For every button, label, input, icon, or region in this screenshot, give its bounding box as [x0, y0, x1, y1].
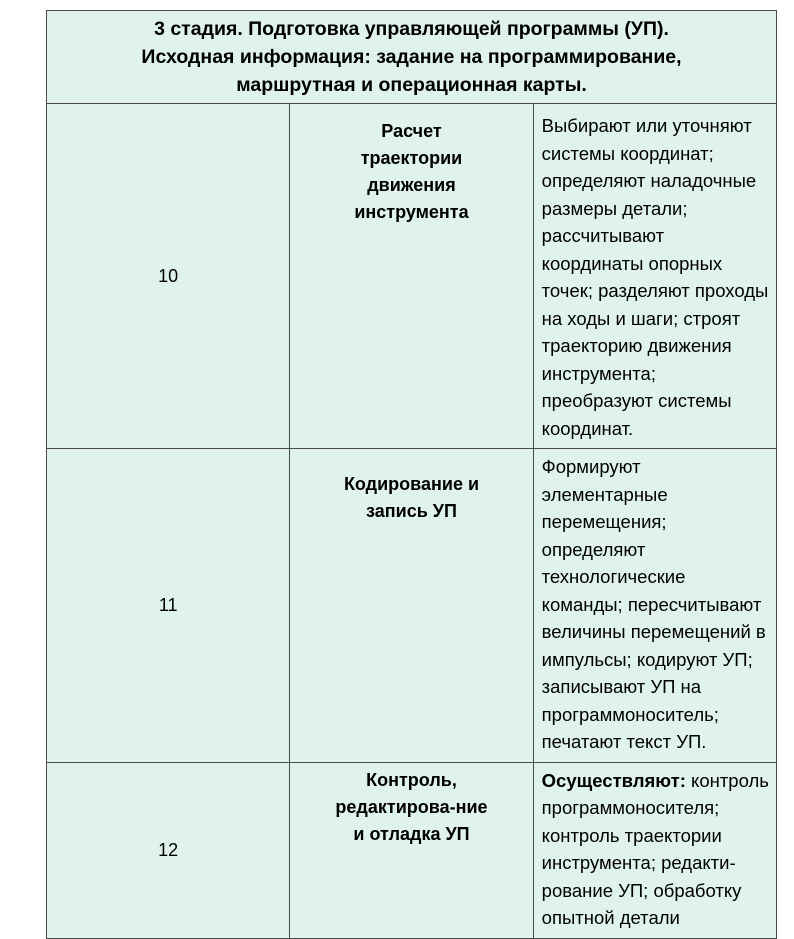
row-title-text: Кодирование и запись УП	[343, 474, 480, 521]
table-header-row	[47, 11, 777, 104]
stage-table	[46, 10, 777, 939]
row-title-text: Расчет траектории движения инструмента	[354, 121, 469, 222]
table-row	[47, 104, 777, 449]
header-line-1: 3 стадия. Подготовка управляющей программы (УП).	[154, 18, 669, 40]
row-description	[533, 104, 776, 449]
row-description-text: Формируют элементарные перемещения; определяют технологические команды; пересчитывают величины перемещений в импульсы; кодируют УП; записывают УП на программоноситель; печатают текст УП.	[541, 456, 766, 752]
row-description	[533, 762, 776, 938]
row-title	[290, 762, 533, 938]
row-number: 10	[47, 104, 290, 449]
row-description-text: Выбирают или уточняют системы координат; определяют наладочные размеры детали; рассчитывают координаты опорных точек; разделяют проходы на ходы и шаги; строят траекторию движения инструмента; преобразуют системы координат.	[541, 115, 769, 439]
table-row	[47, 449, 777, 763]
table-row	[47, 762, 777, 938]
header-line-3: маршрутная и операционная карты.	[236, 74, 587, 96]
row-number: 11	[47, 449, 290, 763]
row-title	[290, 449, 533, 763]
row-number: 12	[47, 762, 290, 938]
row-title	[290, 104, 533, 449]
header-line-2: Исходная информация: задание на программирование,	[141, 46, 682, 68]
row-description	[533, 449, 776, 763]
table-header	[47, 11, 777, 104]
row-description-text: контроль программоносителя; контроль траектории инструмента; редакти-рование УП; обработку опытной детали	[541, 769, 769, 928]
row-title-text: Контроль, редактирова-ние и отладка УП	[335, 769, 488, 844]
row-description-lead: Осуществляют:	[541, 769, 686, 791]
